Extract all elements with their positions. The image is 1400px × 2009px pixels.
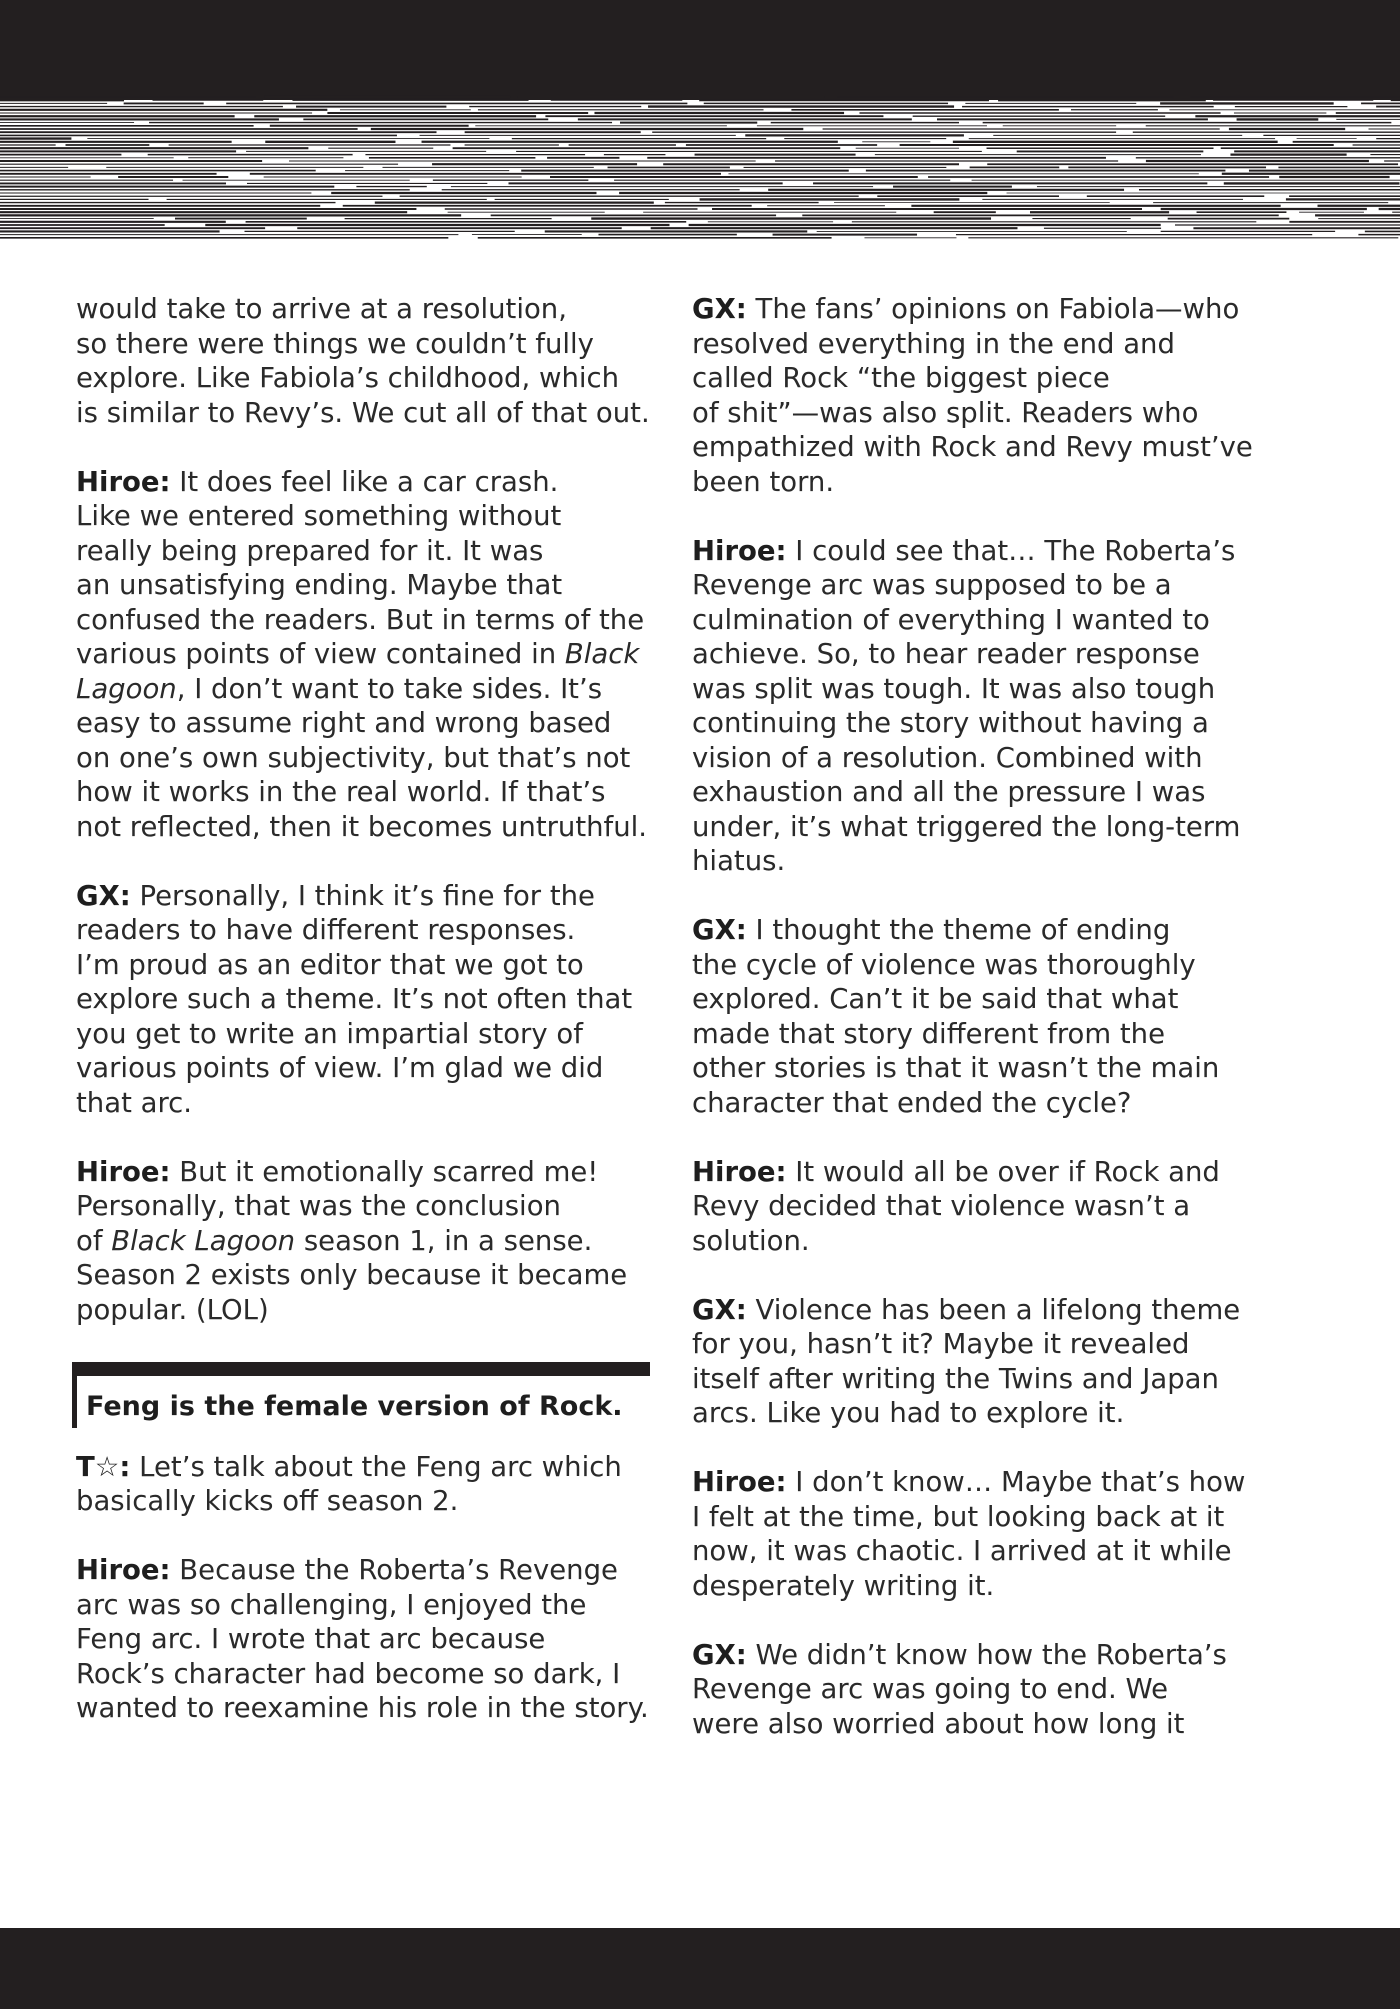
text-line [76, 948, 656, 983]
line-text: Season 2 exists only because it became [76, 1259, 628, 1291]
text-line [692, 1224, 1292, 1259]
left-paragraphs-after [76, 1450, 656, 1726]
text-line [692, 913, 1292, 948]
text-line [692, 1569, 1292, 1604]
right-paragraphs [692, 292, 1292, 1741]
text-line [692, 1707, 1292, 1742]
text-line [76, 1450, 656, 1485]
line-text: an unsatisfying ending. Maybe that [76, 569, 563, 601]
line-text: explore. Like Fabiola’s childhood, which [76, 362, 620, 394]
line-text: wanted to reexamine his role in the story. [76, 1692, 649, 1724]
text-line [692, 361, 1292, 396]
dialogue-paragraph [76, 1553, 656, 1726]
text-line [76, 1258, 656, 1293]
line-text: Feng arc. I wrote that arc because [76, 1623, 546, 1655]
line-text: Let’s talk about the Feng arc which [130, 1450, 622, 1483]
text-line [692, 672, 1292, 707]
line-text: really being prepared for it. It was [76, 534, 544, 567]
line-text: character that ended the cycle? [692, 1086, 1132, 1119]
line-text: empathized with Rock and Revy must’ve [692, 431, 1253, 463]
text-line [76, 1155, 656, 1190]
text-line [76, 672, 656, 707]
dialogue-paragraph [692, 534, 1292, 879]
line-text: you get to write an impartial story of [76, 1017, 583, 1050]
speed-lines-decoration [0, 95, 1400, 245]
speaker-label: Hiroe: [692, 1155, 787, 1188]
text-line [76, 1086, 656, 1121]
line-text: various points of view contained in [76, 638, 565, 670]
line-text: arc was so challenging, I enjoyed the [76, 1588, 587, 1621]
text-line [76, 741, 656, 776]
text-line [692, 1638, 1292, 1673]
line-text: exhaustion and all the pressure I was [692, 776, 1206, 808]
text-line [76, 1189, 656, 1224]
text-line [692, 775, 1292, 810]
line-text: Violence has been a lifelong theme [746, 1293, 1241, 1326]
text-line [692, 1396, 1292, 1431]
text-line [692, 465, 1292, 500]
line-text: for you, hasn’t it? Maybe it revealed [692, 1328, 1190, 1360]
speaker-label: Hiroe: [76, 465, 171, 498]
text-line [692, 1362, 1292, 1397]
text-line [692, 1293, 1292, 1328]
line-text: readers to have different responses. [76, 914, 576, 946]
line-text: popular. (LOL) [76, 1293, 269, 1326]
italic-title: Lagoon [76, 672, 177, 705]
text-line [76, 1691, 656, 1726]
text-line [76, 1224, 656, 1259]
text-line [692, 568, 1292, 603]
line-text: that arc. [76, 1086, 193, 1119]
text-line [692, 948, 1292, 983]
line-text: confused the readers. But in terms of the [76, 603, 645, 636]
line-text: I felt at the time, but looking back at it [692, 1500, 1225, 1533]
line-text: continuing the story without having a [692, 707, 1209, 739]
text-line [76, 913, 656, 948]
line-text: of shit”—was also split. Readers who [692, 396, 1199, 429]
text-line [76, 706, 656, 741]
text-line [76, 568, 656, 603]
line-text: easy to assume right and wrong based [76, 707, 612, 739]
text-line [76, 775, 656, 810]
text-line [692, 637, 1292, 672]
speaker-label: T☆: [76, 1450, 131, 1483]
line-text: Like we entered something without [76, 500, 562, 532]
text-line [692, 292, 1292, 327]
text-line [692, 327, 1292, 362]
text-line [692, 706, 1292, 741]
line-text: explore such a theme. It’s not often that [76, 983, 633, 1015]
dialogue-paragraph [76, 465, 656, 845]
speaker-label: GX: [692, 1638, 747, 1671]
line-text: solution. [692, 1224, 810, 1257]
line-text: Revy decided that violence wasn’t a [692, 1190, 1191, 1222]
line-text: were also worried about how long it [692, 1707, 1185, 1740]
line-text: itself after writing the Twins and Japan [692, 1362, 1219, 1395]
dialogue-paragraph [76, 292, 656, 430]
line-text: is similar to Revy’s. We cut all of that out. [76, 396, 650, 429]
text-line [76, 534, 656, 569]
text-line [692, 1155, 1292, 1190]
text-line [76, 499, 656, 534]
line-text: not reflected, then it becomes untruthful. [76, 810, 648, 843]
dialogue-paragraph [76, 879, 656, 1121]
line-text: I could see that… The Roberta’s [786, 534, 1236, 567]
line-text: culmination of everything I wanted to [692, 603, 1210, 636]
line-text: vision of a resolution. Combined with [692, 741, 1203, 774]
dialogue-paragraph [692, 1155, 1292, 1259]
dialogue-paragraph [692, 1293, 1292, 1431]
speaker-label: GX: [692, 1293, 747, 1326]
dialogue-paragraph [76, 1450, 656, 1519]
line-text: under, it’s what triggered the long-term [692, 810, 1241, 843]
line-text: so there were things we couldn’t fully [76, 327, 594, 360]
text-line [76, 327, 656, 362]
line-text: We didn’t know how the Roberta’s [746, 1638, 1227, 1671]
section-header [72, 1362, 650, 1428]
text-line [76, 1622, 656, 1657]
text-line [692, 1465, 1292, 1500]
dialogue-paragraph [692, 1465, 1292, 1603]
line-text: achieve. So, to hear reader response [692, 638, 1200, 670]
speaker-label: Hiroe: [692, 534, 787, 567]
dialogue-paragraph [76, 1155, 656, 1328]
section-header-bar [72, 1362, 650, 1376]
text-line [76, 465, 656, 500]
text-line [76, 1553, 656, 1588]
line-text: Revenge arc was supposed to be a [692, 569, 1172, 601]
text-line [76, 603, 656, 638]
line-text: desperately writing it. [692, 1569, 995, 1602]
text-line [692, 1017, 1292, 1052]
line-text: I thought the theme of ending [746, 914, 1171, 946]
speaker-label: GX: [692, 293, 747, 325]
text-line [692, 1534, 1292, 1569]
line-text: It would all be over if Rock and [786, 1155, 1220, 1188]
header-band [0, 0, 1400, 100]
text-line [692, 844, 1292, 879]
line-text: now, it was chaotic. I arrived at it while [692, 1535, 1232, 1567]
line-text: season 1, in a sense. [295, 1224, 593, 1257]
text-line [692, 430, 1292, 465]
text-line [692, 1086, 1292, 1121]
text-line [692, 982, 1292, 1017]
line-text: The fans’ opinions on Fabiola—who [746, 293, 1240, 325]
line-text: basically kicks off season 2. [76, 1485, 459, 1517]
line-text: various points of view. I’m glad we did [76, 1052, 604, 1084]
text-line [692, 534, 1292, 569]
line-text: hiatus. [692, 845, 786, 877]
text-line [76, 810, 656, 845]
line-text: Rock’s character had become so dark, I [76, 1657, 621, 1690]
speaker-label: GX: [76, 879, 131, 912]
right-column [692, 292, 1292, 1776]
text-line [76, 1051, 656, 1086]
line-text: of [76, 1224, 112, 1257]
dialogue-paragraph [692, 1638, 1292, 1742]
line-text: called Rock “the biggest piece [692, 362, 1110, 394]
line-text: the cycle of violence was thoroughly [692, 948, 1196, 981]
line-text: resolved everything in the end and [692, 327, 1175, 360]
line-text: Personally, that was the conclusion [76, 1190, 561, 1222]
line-text: But it emotionally scarred me! [170, 1155, 599, 1188]
line-text: It does feel like a car crash. [170, 465, 559, 498]
text-line [76, 1293, 656, 1328]
line-text: made that story different from the [692, 1017, 1166, 1050]
text-line [692, 1327, 1292, 1362]
line-text: I’m proud as an editor that we got to [76, 948, 584, 981]
text-line [76, 1588, 656, 1623]
section-header-rule [72, 1362, 77, 1428]
italic-title: Black Lagoon [111, 1224, 296, 1257]
text-line [692, 603, 1292, 638]
footer-band [0, 1928, 1400, 2009]
speaker-label: Hiroe: [76, 1554, 171, 1586]
line-text: , I don’t want to take sides. It’s [176, 672, 603, 705]
text-line [76, 879, 656, 914]
text-line [692, 1500, 1292, 1535]
line-text: arcs. Like you had to explore it. [692, 1397, 1125, 1429]
text-line [76, 982, 656, 1017]
text-line [76, 361, 656, 396]
line-text: explored. Can’t it be said that what [692, 983, 1179, 1015]
left-paragraphs [76, 292, 656, 1327]
text-line [76, 1484, 656, 1519]
dialogue-paragraph [692, 292, 1292, 499]
left-column [76, 292, 656, 1760]
text-line [76, 1017, 656, 1052]
line-text: on one’s own subjectivity, but that’s not [76, 741, 631, 774]
section-title: Feng is the female version of Rock. [86, 1390, 623, 1422]
text-line [692, 1051, 1292, 1086]
italic-title: Black [564, 638, 640, 670]
line-text: how it works in the real world. If that’s [76, 776, 606, 808]
text-line [692, 396, 1292, 431]
text-line [692, 741, 1292, 776]
line-text: other stories is that it wasn’t the main [692, 1052, 1220, 1084]
dialogue-paragraph [692, 913, 1292, 1120]
text-line [692, 1189, 1292, 1224]
speaker-label: Hiroe: [692, 1466, 787, 1498]
text-line [76, 292, 656, 327]
text-line [76, 637, 656, 672]
line-text: been torn. [692, 465, 835, 498]
text-line [76, 1657, 656, 1692]
text-line [76, 396, 656, 431]
line-text: Personally, I think it’s fine for the [130, 879, 595, 912]
line-text: would take to arrive at a resolution, [76, 293, 567, 325]
speaker-label: GX: [692, 914, 747, 946]
text-line [692, 1672, 1292, 1707]
line-text: Revenge arc was going to end. We [692, 1673, 1169, 1705]
line-text: was split was tough. It was also tough [692, 672, 1216, 705]
line-text: Because the Roberta’s Revenge [170, 1554, 618, 1586]
text-line [692, 810, 1292, 845]
line-text: I don’t know… Maybe that’s how [786, 1466, 1246, 1498]
speaker-label: Hiroe: [76, 1155, 171, 1188]
